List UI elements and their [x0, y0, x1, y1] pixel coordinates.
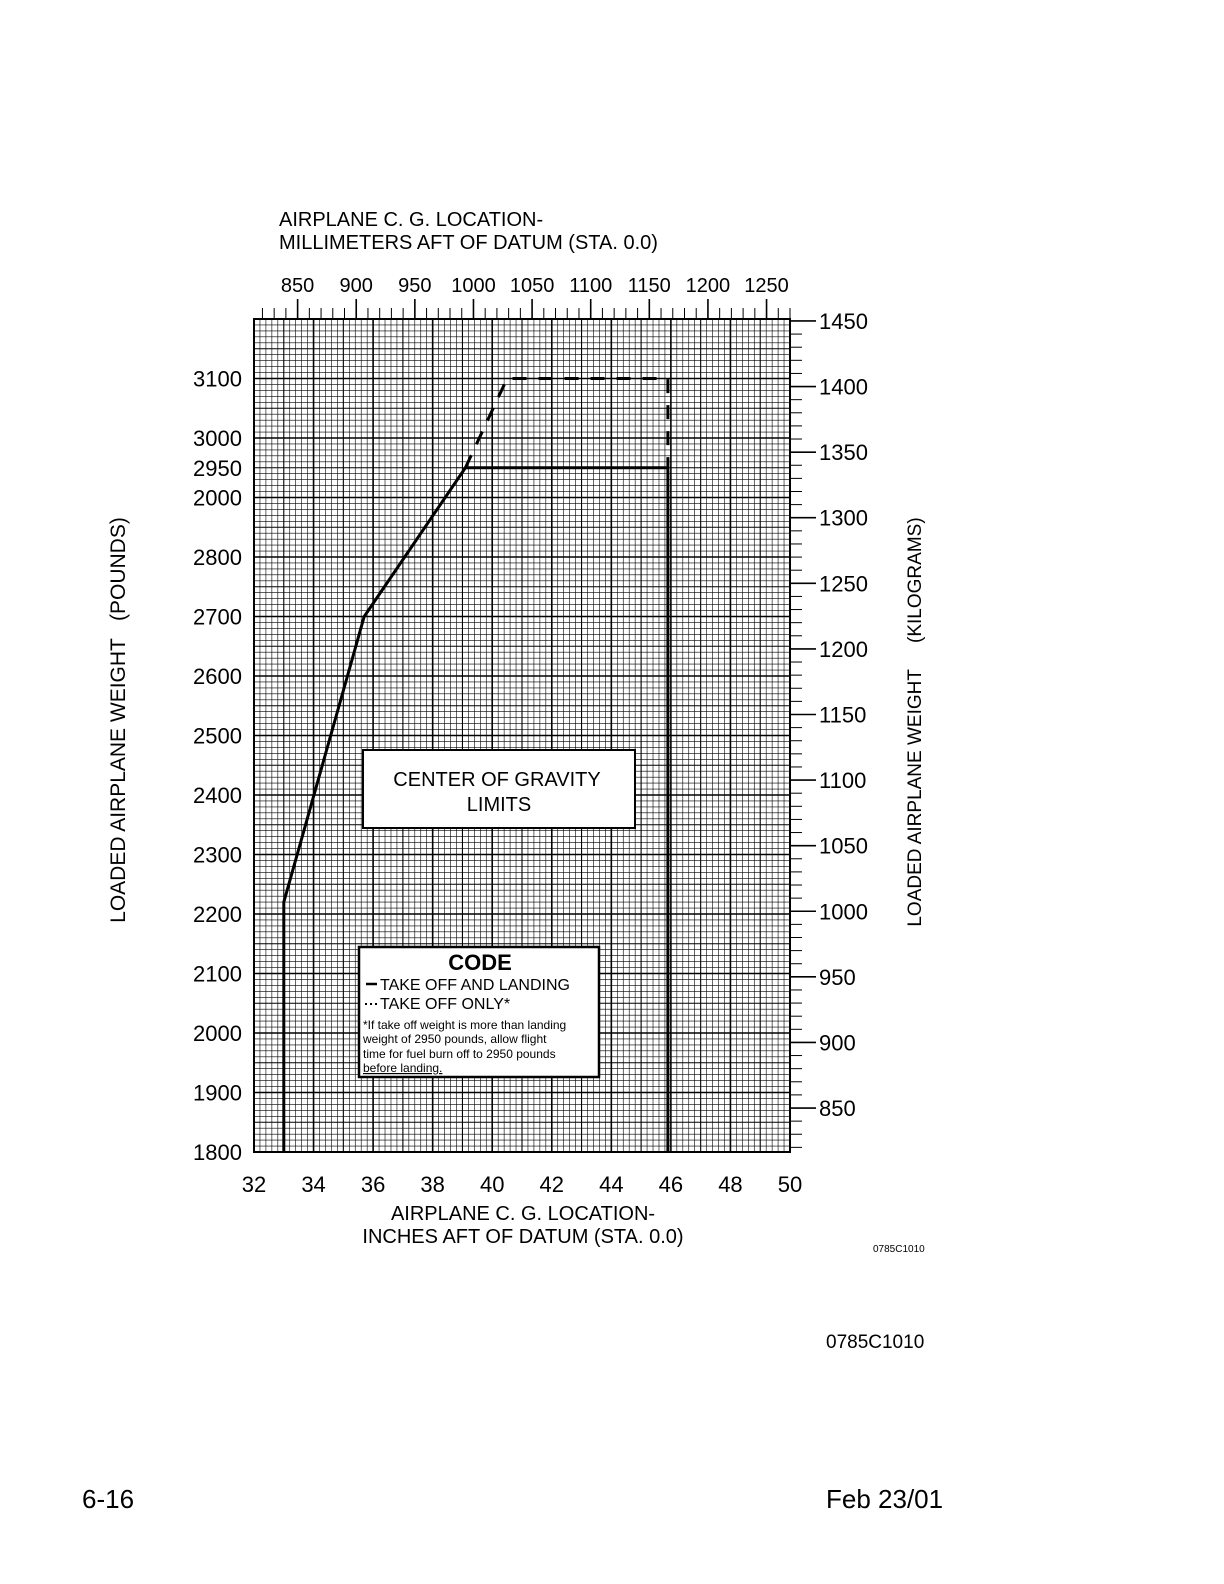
y-tick-label-lbs: 2950: [193, 455, 242, 481]
x-tick-label: 38: [420, 1172, 445, 1197]
mm-tick-label: 1150: [627, 275, 671, 297]
y-tick-label-kg: 1000: [819, 899, 868, 925]
legend-entry-1: TAKE OFF AND LANDING: [380, 977, 570, 994]
bottom-axis-label-line2: INCHES AFT OF DATUM (STA. 0.0): [362, 1226, 684, 1248]
x-tick-label: 34: [301, 1172, 326, 1197]
mm-tick-label: 900: [339, 275, 373, 297]
mm-ticks: [262, 299, 790, 319]
mm-tick-label: 1050: [509, 275, 555, 297]
y-tick-label-kg: 1450: [819, 308, 868, 334]
y-tick-label-kg: 1350: [819, 440, 868, 466]
y-tick-label-lbs: 2500: [193, 723, 242, 749]
mm-tick-label: 1200: [685, 275, 731, 297]
y-tick-label-lbs: 2400: [193, 783, 242, 808]
y-tick-label-lbs: 1800: [193, 1140, 242, 1165]
mm-tick-label: 1100: [569, 275, 613, 297]
y-tick-label-kg: 850: [819, 1096, 856, 1122]
corner-figure-code: 0785C1010: [873, 1244, 925, 1255]
y-tick-label-lbs: 2800: [193, 545, 242, 570]
x-tick-label: 42: [539, 1172, 565, 1197]
y-tick-label-lbs: 2300: [193, 842, 242, 868]
kg-ticks: [790, 321, 816, 1147]
mm-tick-label: 950: [398, 275, 432, 297]
figure-code: 0785C1010: [826, 1332, 925, 1353]
x-tick-label: 50: [777, 1172, 803, 1197]
y-tick-label-kg: 1100: [819, 768, 867, 794]
y-tick-label-kg: 900: [819, 1030, 856, 1056]
mm-tick-label: 1250: [744, 275, 789, 297]
y-tick-label-kg: 950: [819, 964, 856, 990]
y-tick-label-lbs: 2000: [193, 1021, 242, 1046]
y-tick-label-lbs: 2200: [193, 902, 242, 927]
y-tick-label-kg: 1400: [819, 374, 868, 400]
top-axis-label-line2: MILLIMETERS AFT OF DATUM (STA. 0.0): [279, 232, 658, 254]
x-tick-label: 40: [479, 1172, 505, 1197]
x-tick-label: 32: [241, 1172, 267, 1197]
y-tick-label-lbs: 2700: [193, 604, 242, 630]
y-tick-label-kg: 1050: [819, 833, 868, 859]
mm-tick-label: 850: [280, 275, 315, 297]
mm-tick-label: 1000: [451, 275, 496, 297]
page-number: 6-16: [82, 1484, 135, 1514]
x-tick-label: 46: [658, 1172, 684, 1197]
y-tick-label-lbs: 2000: [193, 485, 242, 511]
legend-entry-2: TAKE OFF ONLY*: [380, 996, 511, 1013]
legend-title: CODE: [448, 950, 512, 975]
left-axis-label: LOADED AIRPLANE WEIGHT (POUNDS): [107, 517, 130, 923]
bottom-axis-label-line1: AIRPLANE C. G. LOCATION-: [390, 1203, 656, 1225]
legend: [359, 947, 599, 1077]
top-axis-label-line1: AIRPLANE C. G. LOCATION-: [279, 209, 544, 231]
title-box: [363, 750, 635, 828]
legend-note-line4: before landing.: [363, 1061, 443, 1075]
x-tick-label: 48: [718, 1172, 743, 1197]
y-tick-label-kg: 1300: [819, 505, 868, 531]
legend-note-line2: weight of 2950 pounds, allow flight: [363, 1032, 547, 1046]
series-line-2: [465, 379, 668, 468]
page-date: Feb 23/01: [826, 1484, 944, 1514]
y-tick-label-kg: 1200: [819, 636, 868, 662]
x-tick-label: 36: [360, 1172, 386, 1197]
legend-note-line1: *If take off weight is more than landing: [363, 1018, 567, 1032]
title-box-line1: CENTER OF GRAVITY: [393, 769, 601, 791]
legend-note-line3: time for fuel burn off to 2950 pounds: [363, 1047, 556, 1061]
right-axis-label: LOADED AIRPLANE WEIGHT (KILOGRAMS): [905, 517, 926, 927]
y-tick-label-lbs: 2100: [193, 961, 242, 987]
y-tick-label-kg: 1250: [819, 571, 868, 597]
y-tick-label-lbs: 1900: [193, 1080, 242, 1106]
title-box-line2: LIMITS: [466, 794, 532, 816]
y-tick-label-lbs: 3000: [193, 426, 242, 451]
x-tick-label: 44: [599, 1172, 624, 1197]
y-tick-label-lbs: 3100: [193, 366, 242, 392]
y-tick-label-lbs: 2600: [193, 664, 242, 689]
y-tick-label-kg: 1150: [819, 702, 867, 728]
